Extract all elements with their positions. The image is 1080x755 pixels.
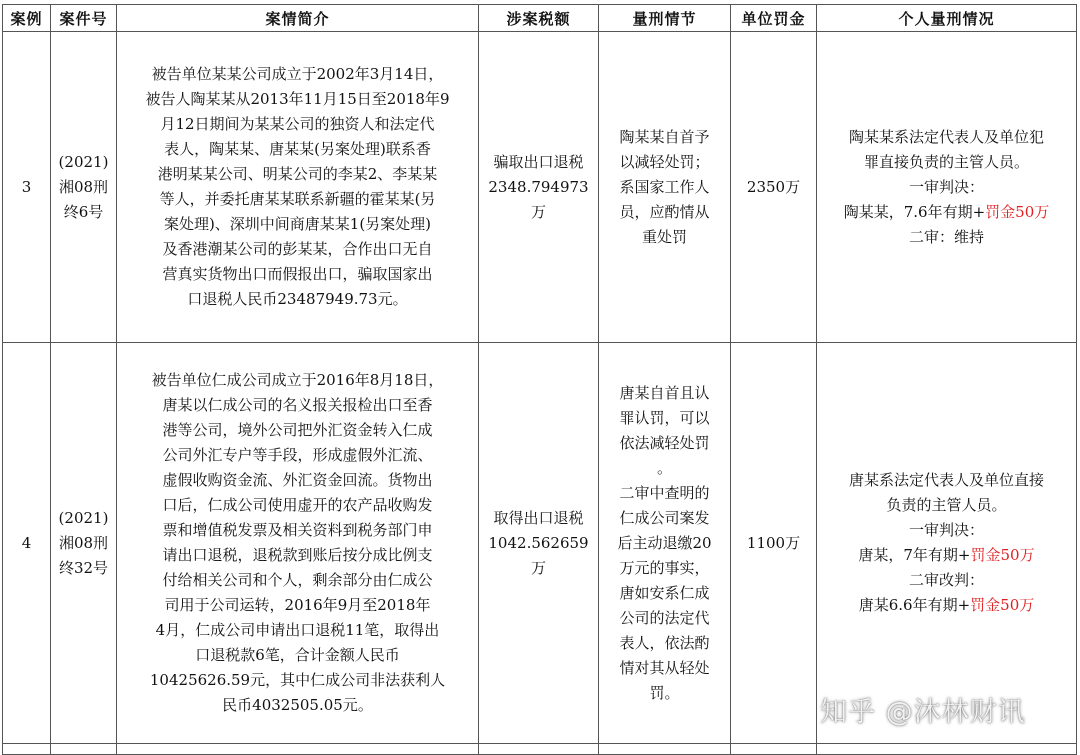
brief-line: 虚假收购资金流、外汇资金回流。货物出 xyxy=(162,471,433,489)
case-id xyxy=(51,343,117,744)
verdict-term: 陶某某，7.6年有期+ xyxy=(843,202,986,221)
circumstance-line: 情对其从轻处 xyxy=(619,658,710,677)
first-instance-verdict xyxy=(823,543,1070,568)
role-line: 唐某系法定代表人及单位直接 xyxy=(848,471,1044,489)
header-case-no: 案例 xyxy=(3,5,51,32)
tax-line: 取得出口退税 xyxy=(493,508,584,527)
empty-cell xyxy=(117,744,479,755)
case-id-line: 终6号 xyxy=(63,202,104,221)
header-row xyxy=(3,5,1077,32)
verdict-term: 唐某，7年有期+ xyxy=(858,546,971,564)
circumstance-line: 陶某某自首予 xyxy=(619,127,710,146)
header-tax-amount: 涉案税额 xyxy=(479,5,599,32)
role-line: 负责的主管人员。 xyxy=(886,496,1007,514)
role-line: 罪直接负责的主管人员。 xyxy=(863,152,1029,171)
circumstance-line: 依法减轻处罚 xyxy=(619,433,710,452)
brief-line: 公司外汇专户等手段，形成虚假外汇流、 xyxy=(162,446,433,464)
circumstance-line: 。 xyxy=(656,458,672,477)
verdict-term: 唐某6.6年有期+ xyxy=(858,596,971,614)
brief-line: 司用于公司运转，2016年9月至2018年 xyxy=(164,596,431,614)
brief-line: 港等公司，境外公司把外汇资金转入仁成 xyxy=(162,421,433,439)
case-id-line: 终32号 xyxy=(58,558,109,577)
personal-sentence xyxy=(817,32,1077,343)
case-number: 4 xyxy=(3,343,51,744)
empty-cell xyxy=(3,744,51,755)
header-circumstance: 量刑情节 xyxy=(599,5,731,32)
brief-line: 港明某某公司、明某公司的李某2、李某某 xyxy=(157,165,438,183)
brief-line: 及香港潮某公司的彭某某，合作出口无自 xyxy=(162,240,433,258)
brief-line: 请出口退税，退税款到账后按分成比例支 xyxy=(162,546,433,564)
second-instance-label: 二审：维持 xyxy=(908,227,984,246)
case-table xyxy=(2,4,1077,755)
empty-cell xyxy=(731,744,817,755)
case-brief xyxy=(117,32,479,343)
brief-line: 营真实货物出口而假报出口，骗取国家出 xyxy=(162,265,433,283)
tax-line: 骗取出口退税 xyxy=(493,152,584,171)
brief-line: 被告人陶某某从2013年11月15日至2018年9 xyxy=(145,90,450,108)
circumstance-line: 以减轻处罚； xyxy=(619,152,710,171)
header-brief: 案情简介 xyxy=(117,5,479,32)
brief-line: 被告单位仁成公司成立于2016年8月18日， xyxy=(151,371,444,389)
brief-line: 等人，并委托唐某某联系新疆的霍某某(另 xyxy=(159,190,436,208)
case-id-line: 湘08刑 xyxy=(58,533,109,552)
brief-line: 唐某以仁成公司的名义报关报检出口至香 xyxy=(162,396,433,414)
empty-cell xyxy=(479,744,599,755)
watermark-text: 知乎 @沐林财讯 xyxy=(820,697,1026,728)
table-row xyxy=(3,32,1077,343)
sentencing-circumstance xyxy=(599,32,731,343)
second-instance-verdict xyxy=(823,593,1070,618)
brief-line: 月12日期间为某某公司的独资人和法定代 xyxy=(160,115,435,133)
tax-line: 2348.794973 xyxy=(488,177,589,196)
circumstance-line: 万元的事实， xyxy=(619,558,710,577)
case-id-line: (2021) xyxy=(58,508,109,527)
header-unit-fine: 单位罚金 xyxy=(731,5,817,32)
brief-line: 口后，仁成公司使用虚开的农产品收购发 xyxy=(162,496,433,514)
brief-line: 10425626.59元，其中仁成公司非法获利人 xyxy=(149,671,446,689)
case-id-line: 湘08刑 xyxy=(58,177,109,196)
first-instance-verdict xyxy=(823,200,1070,225)
second-instance-label: 二审改判： xyxy=(908,571,984,589)
first-instance-label: 一审判决： xyxy=(908,521,984,539)
unit-fine: 2350万 xyxy=(731,32,817,343)
brief-line: 4月，仁成公司申请出口退税11笔，取得出 xyxy=(155,621,440,639)
circumstance-line: 唐某自首且认 xyxy=(619,383,710,402)
tax-amount xyxy=(479,32,599,343)
empty-cell xyxy=(599,744,731,755)
case-id xyxy=(51,32,117,343)
verdict-fine: 罚金50万 xyxy=(970,596,1035,614)
brief-line: 民币4032505.05元。 xyxy=(222,696,373,714)
circumstance-line: 罚。 xyxy=(649,683,680,702)
brief-line: 案处理)、深圳中间商唐某某1(另案处理) xyxy=(163,215,432,233)
unit-fine: 1100万 xyxy=(731,343,817,744)
circumstance-line: 二审中查明的 xyxy=(619,483,710,502)
circumstance-line: 后主动退缴20 xyxy=(617,533,712,552)
brief-line: 被告单位某某公司成立于2002年3月14日， xyxy=(151,65,444,83)
tax-line: 万 xyxy=(530,558,546,577)
circumstance-line: 罪认罚，可以 xyxy=(619,408,710,427)
brief-line: 付给相关公司和个人，剩余部分由仁成公 xyxy=(162,571,433,589)
circumstance-line: 系国家工作人 xyxy=(619,177,710,196)
circumstance-line: 员，应酌情从 xyxy=(619,202,710,221)
partial-row xyxy=(3,744,1077,755)
table-row xyxy=(3,343,1077,744)
brief-line: 口退税款6笔，合计金额人民币 xyxy=(195,646,400,664)
circumstance-line: 表人，依法酌 xyxy=(619,633,710,652)
case-number: 3 xyxy=(3,32,51,343)
case-id-line: (2021) xyxy=(58,152,109,171)
header-personal-sentence: 个人量刑情况 xyxy=(817,5,1077,32)
personal-sentence xyxy=(817,343,1077,744)
tax-line: 万 xyxy=(530,202,546,221)
empty-cell xyxy=(817,744,1077,755)
circumstance-line: 唐如安系仁成 xyxy=(619,583,710,602)
brief-line: 票和增值税发票及相关资料到税务部门申 xyxy=(162,521,433,539)
brief-line: 表人，陶某某、唐某某(另案处理)联系香 xyxy=(164,140,431,158)
brief-line: 口退税人民币23487949.73元。 xyxy=(187,290,408,308)
first-instance-label: 一审判决： xyxy=(908,177,984,196)
verdict-fine: 罚金50万 xyxy=(970,546,1035,564)
case-brief xyxy=(117,343,479,744)
verdict-fine: 罚金50万 xyxy=(985,202,1050,221)
header-case-id: 案件号 xyxy=(51,5,117,32)
empty-cell xyxy=(51,744,117,755)
circumstance-line: 仁成公司案发 xyxy=(619,508,710,527)
circumstance-line: 公司的法定代 xyxy=(619,608,710,627)
tax-amount xyxy=(479,343,599,744)
tax-line: 1042.562659 xyxy=(488,533,589,552)
role-line: 陶某某系法定代表人及单位犯 xyxy=(848,127,1044,146)
circumstance-line: 重处罚 xyxy=(641,227,687,246)
sentencing-circumstance xyxy=(599,343,731,744)
